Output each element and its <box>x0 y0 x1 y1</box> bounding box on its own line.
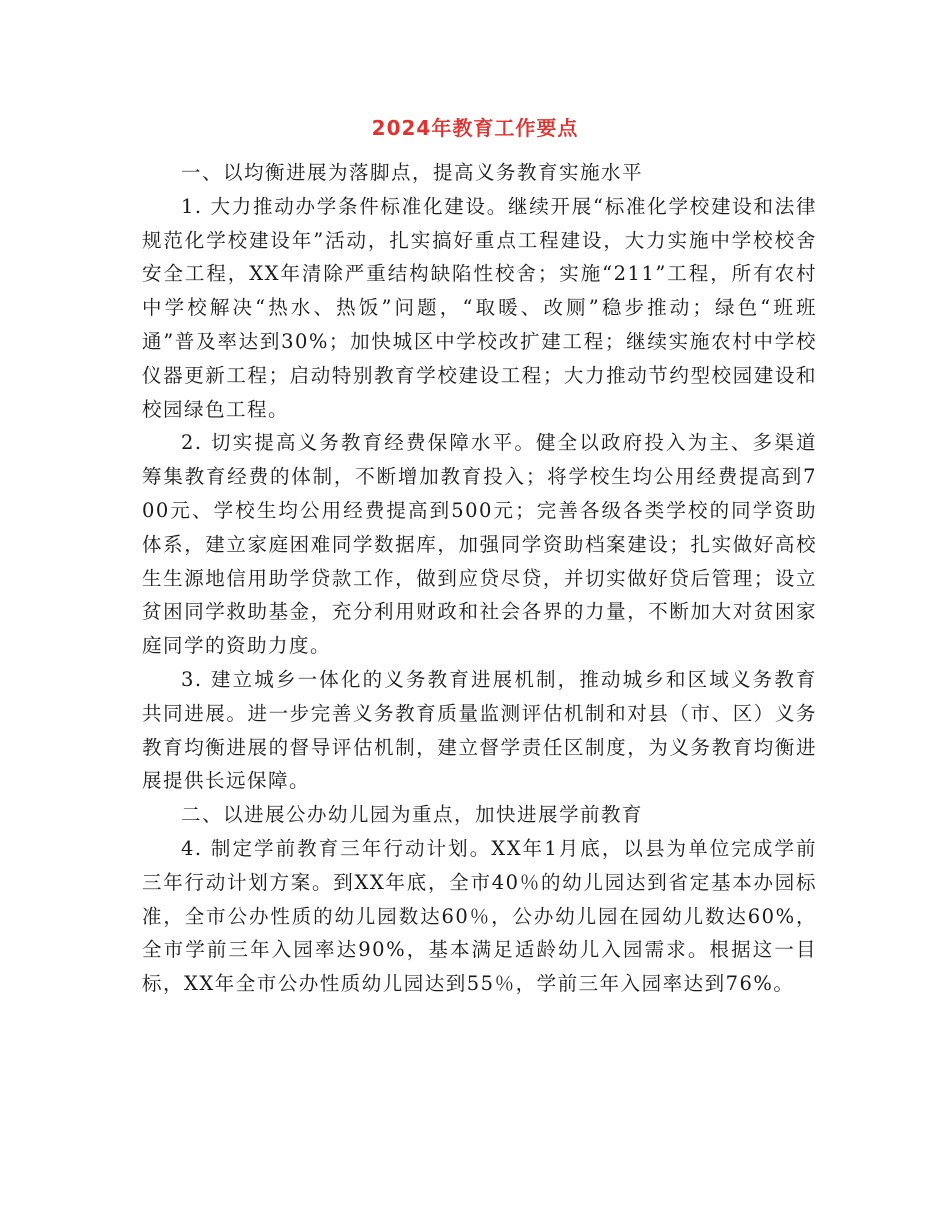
paragraph-item-1: 1. 大力推动办学条件标准化建设。继续开展“标准化学校建设和法律规范化学校建设年”活动，扎实搞好重点工程建设，大力实施中学校校舍安全工程，XX年清除严重结构缺陷性校舍；实施“211”工程，所有农村中学校解决“热水、热饭”问题，“取暖、改厕”稳步推动；绿色“班班通”普及率达到30%；加快城区中学校改扩建工程；继续实施农村中学校仪器更新工程；启动特别教育学校建设工程；大力推动节约型校园建设和校园绿色工程。 <box>142 194 817 421</box>
section-heading-2: 二、以进展公办幼儿园为重点，加快进展学前教育 <box>181 803 644 827</box>
document-title: 2024年教育工作要点 <box>371 116 579 140</box>
paragraph-item-2: 2. 切实提高义务教育经费保障水平。健全以政府投入为主、多渠道筹集教育经费的体制，不断增加教育投入；将学校生均公用经费提高到700元、学校生均公用经费提高到500元；完善各级各类学校的同学资助体系，建立家庭困难同学数据库，加强同学资助档案建设；扎实做好高校生生源地信用助学贷款工作，做到应贷尽贷，并切实做好贷后管理；设立贫困同学救助基金，充分利用财政和社会各界的力量，不断加大对贫困家庭同学的资助力度。 <box>142 431 817 658</box>
paragraph-item-4: 4. 制定学前教育三年行动计划。XX年1月底，以县为单位完成学前三年行动计划方案。到XX年底，全市40％的幼儿园达到省定基本办园标准，全市公办性质的幼儿园数达60％，公办幼儿园在园幼儿数达60%，全市学前三年入园率达90%，基本满足适龄幼儿入园需求。根据这一目标，XX年全市公办性质幼儿园达到55％，学前三年入园率达到76%。 <box>142 836 817 996</box>
section-heading-1: 一、以均衡进展为落脚点，提高义务教育实施水平 <box>181 161 644 184</box>
document-body <box>142 156 817 1001</box>
paragraph-item-3: 3. 建立城乡一体化的义务教育进展机制，推动城乡和区域义务教育共同进展。进一步完善义务教育质量监测评估机制和对县（市、区）义务教育均衡进展的督导评估机制，建立督学责任区制度，为义务教育均衡进展提供长远保障。 <box>142 667 817 793</box>
